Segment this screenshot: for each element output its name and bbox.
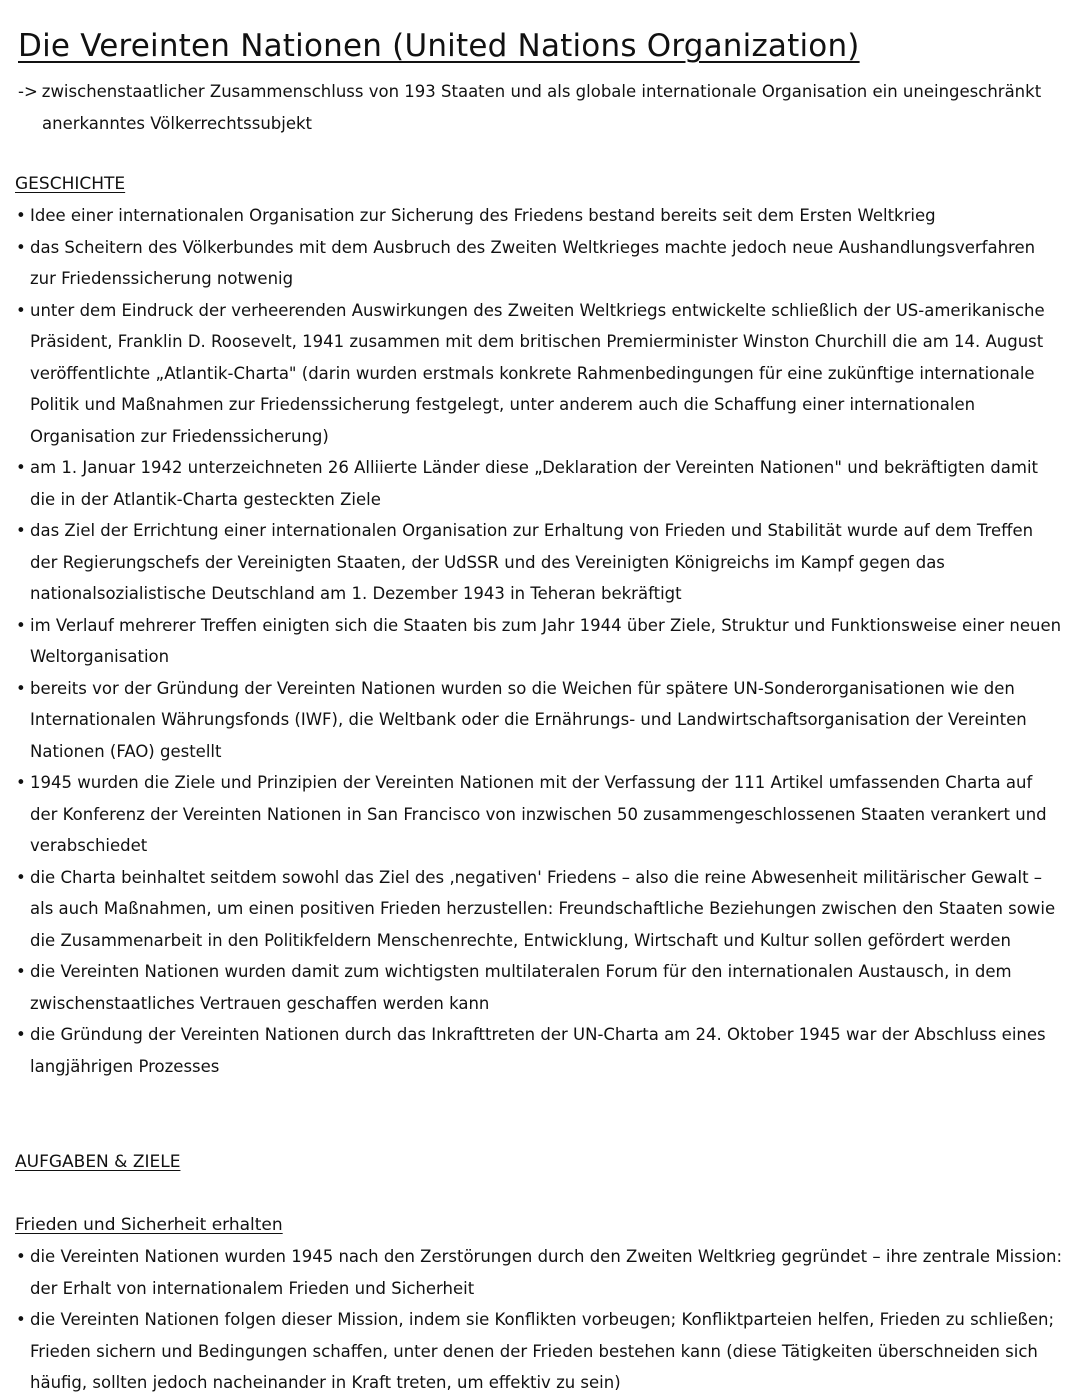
bullet-dot-icon: • [16, 867, 26, 887]
aufgaben-bullet-list [14, 1241, 1064, 1399]
list-item-text: die Vereinten Nationen folgen dieser Mission, indem sie Konflikten vorbeugen; Konfliktparteien helfen, Frieden zu schließen; Frieden sichern und Bedingungen schaffen, unter denen der Frieden bestehen kann (diese Tätigkeiten überschneiden sich häufig, sollten jedoch nacheinander in Kraft treten, um effektiv zu sein) [30, 1310, 1055, 1392]
bullet-dot-icon: • [16, 773, 26, 792]
bullet-dot-icon: • [16, 237, 26, 257]
geschichte-bullet-list [14, 200, 1064, 1082]
list-item [14, 956, 1064, 1019]
bullet-dot-icon: • [16, 206, 26, 225]
list-item [14, 232, 1064, 295]
intro-paragraph [18, 76, 1063, 139]
list-item-text: die Charta beinhaltet seitdem sowohl das Ziel des ‚negativen' Friedens – also die reine Abwesenheit militärischer Gewalt – als auch Maßnahmen, um einen positiven Frieden herzustellen: Freundschaftliche Beziehungen zwischen den Staaten sowie die Zusammenarbeit in den Politikfeldern Menschenrechte, Entwicklung, Wirtschaft und Kultur sollen gefördert werden [30, 867, 1056, 950]
list-item-text: bereits vor der Gründung der Vereinten Nationen wurden so die Weichen für spätere UN-Sonderorganisationen wie den Internationalen Währungsfonds (IWF), die Weltbank oder die Ernährungs- und Landwirtschaftsorganisation der Vereinten Nationen (FAO) gestellt [30, 678, 1027, 761]
section-heading-aufgaben: AUFGABEN & ZIELE [15, 1152, 181, 1172]
intro-line-1: zwischenstaatlicher Zusammenschluss von 193 Staaten und als globale internationale Organisation ein uneingeschränkt [41, 82, 1042, 101]
list-item [14, 1304, 1064, 1399]
list-item [14, 515, 1064, 610]
bullet-dot-icon: • [16, 678, 26, 698]
list-item-text: das Ziel der Errichtung einer internationalen Organisation zur Erhaltung von Frieden und Stabilität wurde auf dem Treffen der Regierungschefs der Vereinigten Staaten, der UdSSR und des Vereinigten Königreichs im Kampf gegen das nationalsozialistische Deutschland am 1. Dezember 1943 in Teheran bekräftigt [30, 521, 1034, 603]
section-heading-geschichte: GESCHICHTE [15, 174, 126, 194]
list-item-text: unter dem Eindruck der verheerenden Auswirkungen des Zweiten Weltkriegs entwickelte schließlich der US-amerikanische Präsident, Franklin D. Roosevelt, 1941 zusammen mit dem britischen Premierminister Winston Churchill die am 14. August veröffentlichte „Atlantik-Charta" (darin wurden erstmals konkrete Rahmenbedingungen für eine zukünftige internationale Politik und Maßnahmen zur Friedenssicherung festgelegt, unter anderem auch die Schaffung einer internationalen Organisation zur Friedenssicherung) [30, 300, 1045, 446]
list-item-text: die Vereinten Nationen wurden damit zum wichtigsten multilateralen Forum für den internationalen Austausch, in dem zwischenstaatliches Vertrauen geschaffen werden kann [30, 962, 1012, 1013]
bullet-dot-icon: • [16, 615, 26, 635]
list-item-text: das Scheitern des Völkerbundes mit dem Ausbruch des Zweiten Weltkrieges machte jedoch neue Aushandlungsverfahren zur Friedenssicherung notwenig [30, 237, 1036, 288]
list-item [14, 767, 1064, 862]
list-item [14, 862, 1064, 957]
list-item-text: die Vereinten Nationen wurden 1945 nach den Zerstörungen durch den Zweiten Weltkrieg gegründet – ihre zentrale Mission: der Erhalt von internationalem Frieden und Sicherheit [30, 1247, 1063, 1298]
subheading-frieden-sicherheit: Frieden und Sicherheit erhalten [15, 1215, 283, 1235]
bullet-dot-icon: • [16, 458, 26, 477]
list-item-text: im Verlauf mehrerer Treffen einigten sich die Staaten bis zum Jahr 1944 über Ziele, Struktur und Funktionsweise einer neuen Weltorganisation [30, 615, 1062, 666]
list-item [14, 452, 1064, 515]
bullet-dot-icon: • [16, 521, 26, 540]
bullet-dot-icon: • [16, 1310, 26, 1329]
list-item [14, 200, 1064, 232]
bullet-dot-icon: • [16, 1247, 26, 1266]
list-item-text: 1945 wurden die Ziele und Prinzipien der Vereinten Nationen mit der Verfassung der 111 Artikel umfassenden Charta auf der Konferenz der Vereinten Nationen in San Francisco von inzwischen 50 zusammengeschlossenen Staaten verankert und verabschiedet [30, 773, 1047, 855]
page-title: Die Vereinten Nationen (United Nations Organization) [18, 28, 860, 64]
bullet-dot-icon: • [16, 300, 26, 320]
intro-arrow: -> [18, 82, 38, 101]
intro-line-2: anerkanntes Völkerrechtssubjekt [42, 113, 313, 133]
list-item [14, 1241, 1064, 1304]
list-item-text: Idee einer internationalen Organisation zur Sicherung des Friedens bestand bereits seit dem Ersten Weltkrieg [30, 206, 936, 225]
list-item [14, 295, 1064, 453]
list-item-text: am 1. Januar 1942 unterzeichneten 26 Alliierte Länder diese „Deklaration der Vereinten Nationen" und bekräftigten damit die in der Atlantik-Charta gesteckten Ziele [30, 458, 1038, 509]
list-item [14, 673, 1064, 768]
bullet-dot-icon: • [16, 1025, 26, 1044]
list-item-text: die Gründung der Vereinten Nationen durch das Inkrafttreten der UN-Charta am 24. Oktober 1945 war der Abschluss eines langjährigen Prozesses [30, 1025, 1046, 1076]
bullet-dot-icon: • [16, 962, 26, 981]
list-item [14, 1019, 1064, 1082]
list-item [14, 610, 1064, 673]
